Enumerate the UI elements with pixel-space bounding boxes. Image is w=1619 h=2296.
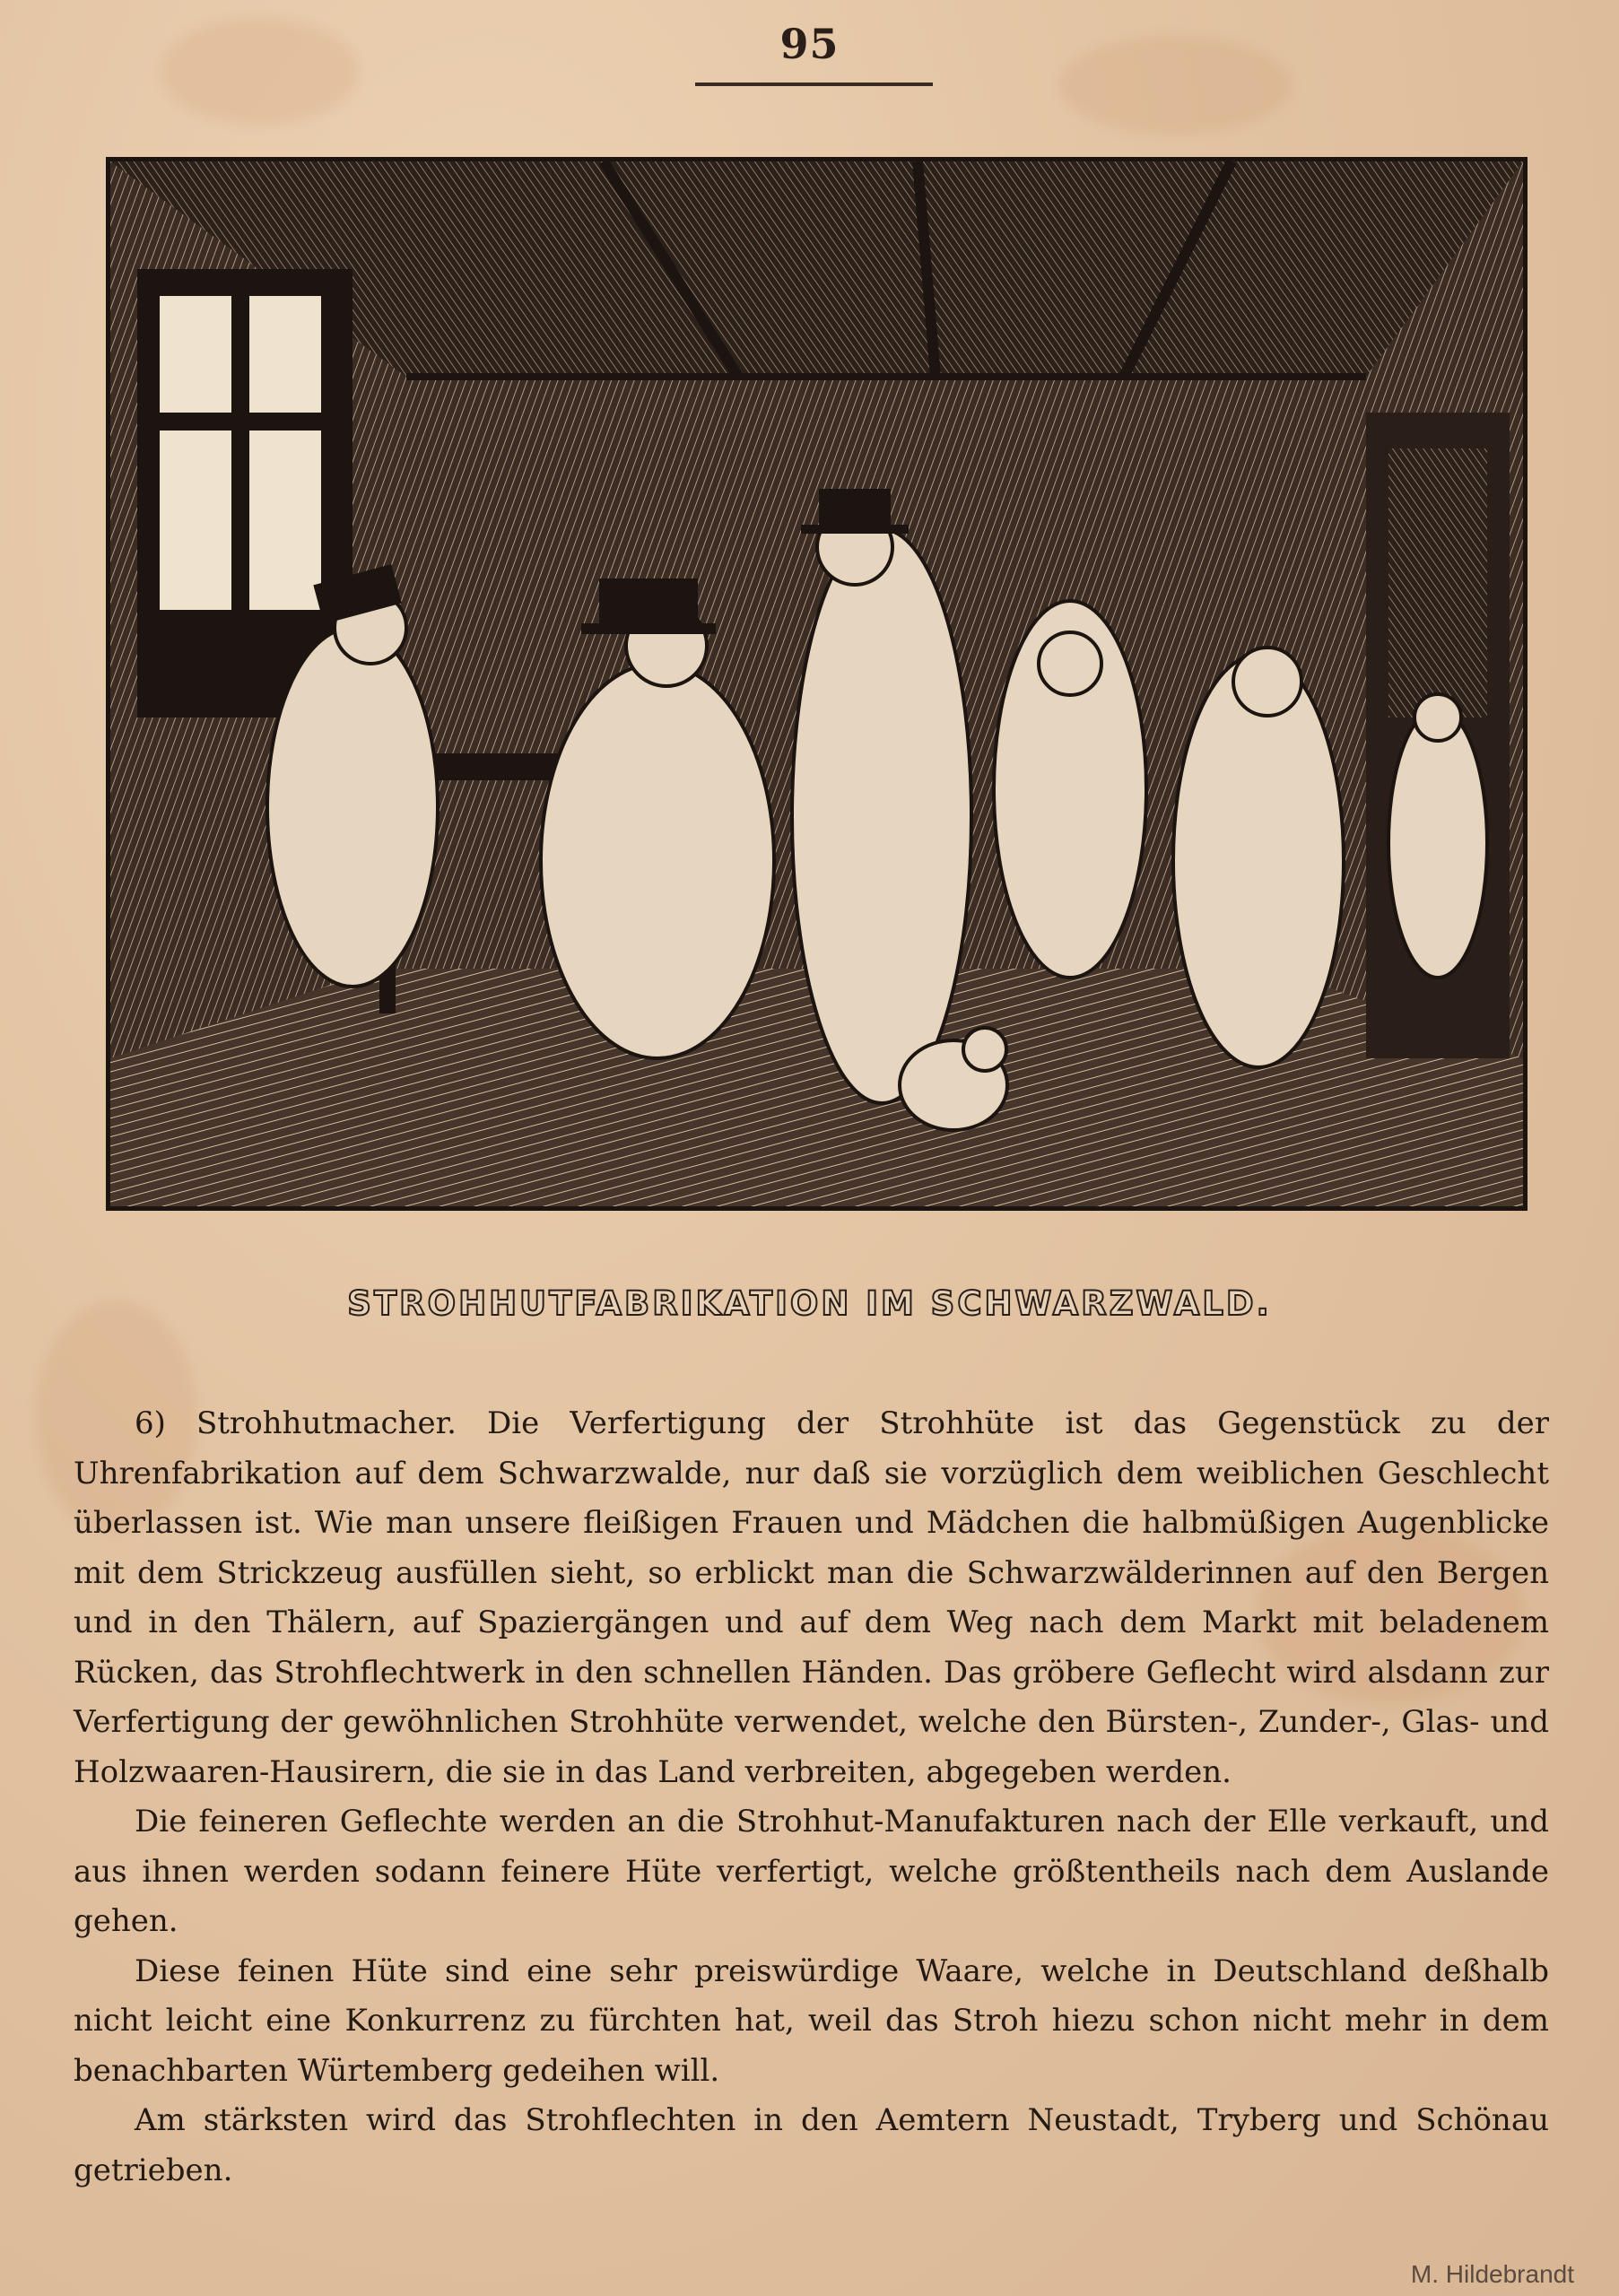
illustration-caption: STROHHUTFABRIKATION IM SCHWARZWALD. xyxy=(347,1284,1272,1323)
paragraph: Diese feinen Hüte sind eine sehr preiswürdige Waare, welche in Deutschland deßhalb nicht leicht eine Konkurrenz zu fürchten hat, weil das Stroh hiezu schon nicht mehr in dem benachbarten Würtemberg gedeihen will. xyxy=(74,1952,1549,2089)
straw-hat-workshop-engraving xyxy=(110,161,1523,1206)
body-text xyxy=(74,1399,1549,2196)
page-number-rule xyxy=(695,83,933,86)
engraving-illustration xyxy=(106,157,1528,1211)
paragraph: 6) Strohhutmacher. Die Verfertigung der Strohhüte ist das Gegenstück zu der Uhrenfabrikation auf dem Schwarzwalde, nur daß sie vorzüglich dem weiblichen Geschlecht überlassen ist. Wie man unsere fleißigen Frauen und Mädchen die halbmüßigen Augenblicke mit dem Strickzeug ausfüllen sieht, so erblickt man die Schwarzwälderinnen auf den Bergen und in den Thälern, auf Spaziergängen und auf dem Weg nach dem Markt mit beladenem Rücken, das Strohflechtwerk in den schnellen Händen. Das gröbere Geflecht wird alsdann zur Verfertigung der gewöhnlichen Strohhüte verwendet, welche den Bürsten-, Zunder-, Glas- und Holzwaaren-Hausirern, die sie in das Land verbreiten, abgegeben werden. xyxy=(74,1405,1549,1790)
paragraph: Am stärksten wird das Strohflechten in den Aemtern Neustadt, Tryberg und Schönau getrieben. xyxy=(74,2102,1549,2188)
paragraph: Die feineren Geflechte werden an die Strohhut-Manufakturen nach der Elle verkauft, und aus ihnen werden sodann feinere Hüte verfertigt, welche größtentheils nach dem Auslande gehen. xyxy=(74,1804,1549,1939)
page-number: 95 xyxy=(779,20,840,68)
photo-credit: M. Hildebrandt xyxy=(1410,2260,1574,2288)
